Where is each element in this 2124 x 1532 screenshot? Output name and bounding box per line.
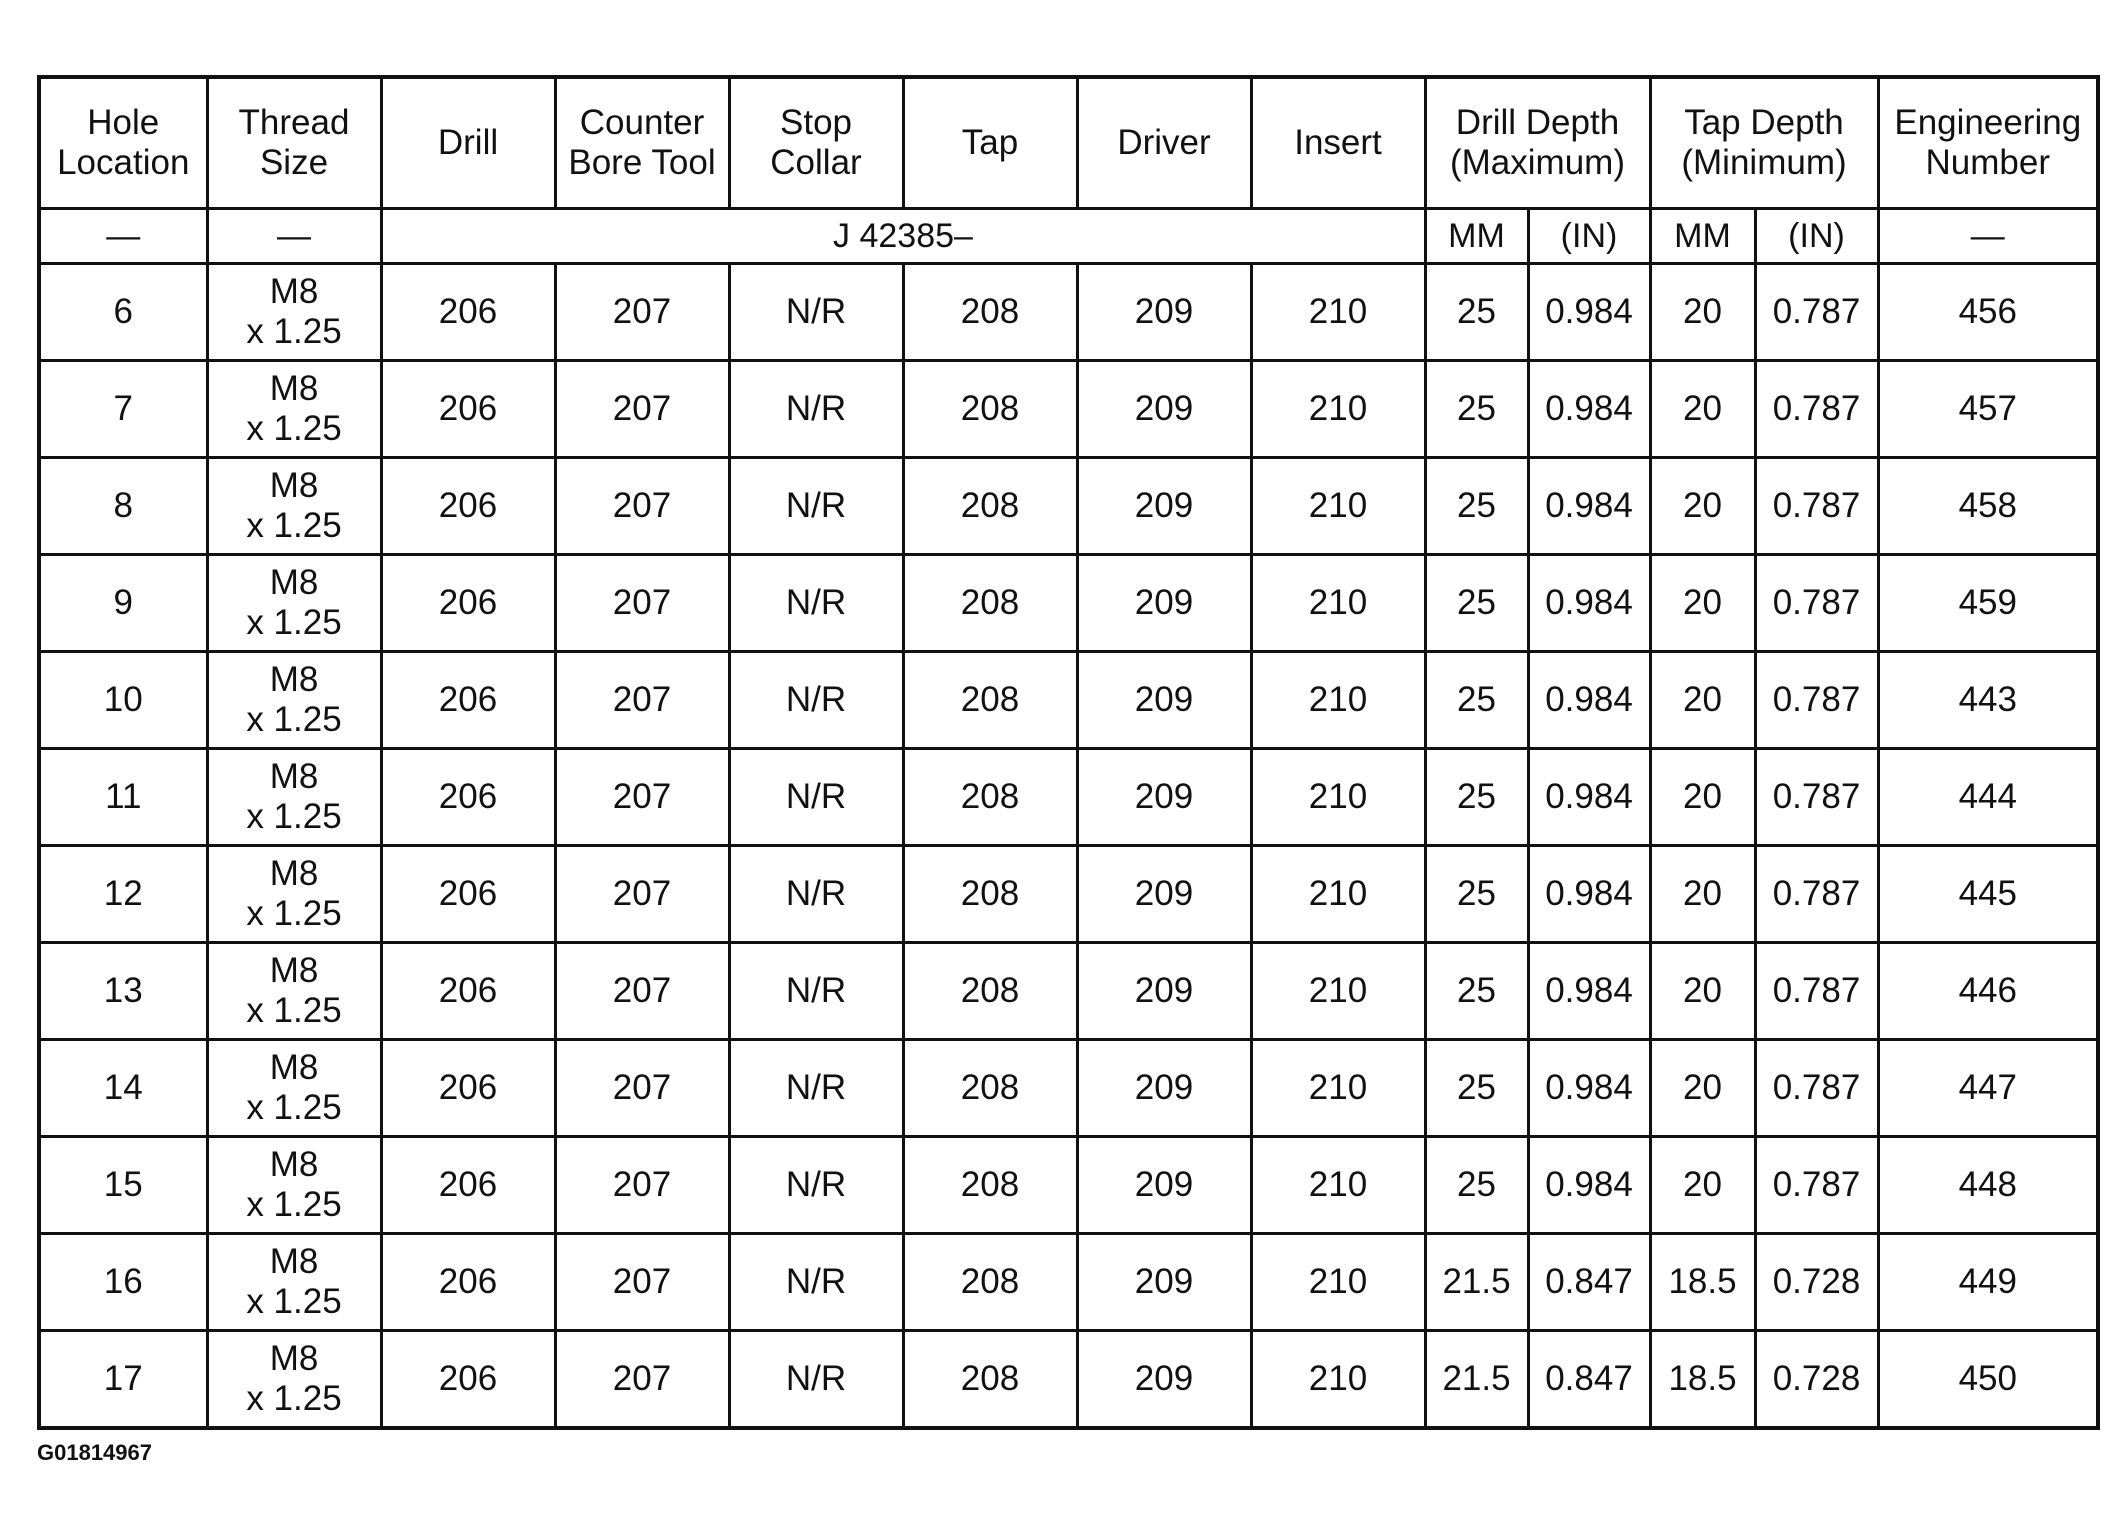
cell-drill-depth-in: 0.984 — [1528, 943, 1650, 1040]
thread-size-line-2: x 1.25 — [246, 1088, 342, 1127]
table-row — [39, 846, 2098, 943]
cell-thread-size — [207, 361, 381, 458]
cell-drill: 206 — [381, 1137, 555, 1234]
cell-driver: 209 — [1077, 458, 1251, 555]
subheader-engineering-number: — — [1878, 209, 2098, 264]
cell-insert: 210 — [1251, 555, 1425, 652]
cell-drill: 206 — [381, 749, 555, 846]
cell-hole-location: 15 — [39, 1137, 207, 1234]
cell-stop-collar: N/R — [729, 1234, 903, 1331]
cell-hole-location: 14 — [39, 1040, 207, 1137]
cell-tap-depth-mm: 20 — [1650, 361, 1755, 458]
cell-tap-depth-in: 0.787 — [1755, 846, 1878, 943]
thread-size-line-2: x 1.25 — [246, 1282, 342, 1321]
cell-drill-depth-in: 0.984 — [1528, 749, 1650, 846]
cell-tap-depth-mm: 18.5 — [1650, 1331, 1755, 1429]
header-engineering-number: Engineering Number — [1878, 77, 2098, 209]
cell-hole-location: 13 — [39, 943, 207, 1040]
cell-tap: 208 — [903, 1331, 1077, 1429]
subheader-hole-location: — — [39, 209, 207, 264]
subheader-tap-in: (IN) — [1755, 209, 1878, 264]
cell-thread-size — [207, 846, 381, 943]
cell-counter-bore-tool: 207 — [555, 1040, 729, 1137]
cell-tap-depth-mm: 20 — [1650, 1040, 1755, 1137]
cell-thread-size — [207, 264, 381, 361]
thread-size-line-1: M8 — [269, 369, 319, 408]
table-row — [39, 555, 2098, 652]
subheader-tap-mm: MM — [1650, 209, 1755, 264]
cell-drill-depth-in: 0.984 — [1528, 652, 1650, 749]
cell-drill: 206 — [381, 1234, 555, 1331]
cell-engineering-number: 457 — [1878, 361, 2098, 458]
thread-size-line-1: M8 — [269, 1339, 319, 1378]
cell-hole-location: 6 — [39, 264, 207, 361]
cell-drill-depth-in: 0.984 — [1528, 555, 1650, 652]
figure-code: G01814967 — [37, 1440, 152, 1465]
cell-counter-bore-tool: 207 — [555, 749, 729, 846]
cell-drill-depth-mm: 25 — [1425, 943, 1528, 1040]
cell-hole-location: 9 — [39, 555, 207, 652]
cell-counter-bore-tool: 207 — [555, 846, 729, 943]
cell-stop-collar: N/R — [729, 943, 903, 1040]
cell-tap-depth-in: 0.787 — [1755, 458, 1878, 555]
subheader-row — [39, 209, 2098, 264]
cell-tap: 208 — [903, 749, 1077, 846]
header-drill-depth: Drill Depth (Maximum) — [1425, 77, 1650, 209]
cell-tap: 208 — [903, 1137, 1077, 1234]
cell-engineering-number: 444 — [1878, 749, 2098, 846]
thread-size-line-2: x 1.25 — [246, 1379, 342, 1418]
thread-size-line-1: M8 — [269, 951, 319, 990]
cell-thread-size — [207, 1331, 381, 1429]
cell-thread-size — [207, 652, 381, 749]
cell-stop-collar: N/R — [729, 652, 903, 749]
cell-insert: 210 — [1251, 1331, 1425, 1429]
cell-insert: 210 — [1251, 1040, 1425, 1137]
header-drill: Drill — [381, 77, 555, 209]
cell-thread-size — [207, 1040, 381, 1137]
cell-insert: 210 — [1251, 1234, 1425, 1331]
cell-tap-depth-mm: 20 — [1650, 943, 1755, 1040]
cell-insert: 210 — [1251, 264, 1425, 361]
cell-counter-bore-tool: 207 — [555, 943, 729, 1040]
cell-driver: 209 — [1077, 652, 1251, 749]
cell-thread-size — [207, 1234, 381, 1331]
cell-tap: 208 — [903, 264, 1077, 361]
cell-counter-bore-tool: 207 — [555, 555, 729, 652]
cell-tap-depth-mm: 20 — [1650, 555, 1755, 652]
cell-drill-depth-mm: 25 — [1425, 1040, 1528, 1137]
cell-counter-bore-tool: 207 — [555, 458, 729, 555]
cell-tap-depth-mm: 18.5 — [1650, 1234, 1755, 1331]
header-driver: Driver — [1077, 77, 1251, 209]
cell-hole-location: 7 — [39, 361, 207, 458]
cell-tap: 208 — [903, 361, 1077, 458]
cell-insert: 210 — [1251, 361, 1425, 458]
cell-counter-bore-tool: 207 — [555, 652, 729, 749]
cell-tap-depth-mm: 20 — [1650, 846, 1755, 943]
header-stop-collar: Stop Collar — [729, 77, 903, 209]
thread-size-line-1: M8 — [269, 660, 319, 699]
thread-repair-spec-table — [37, 75, 2100, 1430]
cell-hole-location: 12 — [39, 846, 207, 943]
cell-engineering-number: 447 — [1878, 1040, 2098, 1137]
cell-driver: 209 — [1077, 749, 1251, 846]
cell-tap: 208 — [903, 458, 1077, 555]
cell-counter-bore-tool: 207 — [555, 1331, 729, 1429]
cell-drill-depth-mm: 25 — [1425, 264, 1528, 361]
table-row — [39, 1040, 2098, 1137]
cell-tap-depth-in: 0.787 — [1755, 555, 1878, 652]
cell-hole-location: 11 — [39, 749, 207, 846]
table-body — [39, 264, 2098, 1429]
cell-drill-depth-in: 0.847 — [1528, 1331, 1650, 1429]
table-row — [39, 1331, 2098, 1429]
table-row — [39, 749, 2098, 846]
header-tap: Tap — [903, 77, 1077, 209]
cell-tap-depth-in: 0.728 — [1755, 1234, 1878, 1331]
cell-engineering-number: 445 — [1878, 846, 2098, 943]
cell-drill-depth-in: 0.984 — [1528, 1040, 1650, 1137]
cell-stop-collar: N/R — [729, 361, 903, 458]
cell-driver: 209 — [1077, 361, 1251, 458]
cell-drill: 206 — [381, 264, 555, 361]
table-row — [39, 1137, 2098, 1234]
thread-size-line-2: x 1.25 — [246, 894, 342, 933]
cell-tap-depth-in: 0.787 — [1755, 361, 1878, 458]
cell-drill-depth-mm: 25 — [1425, 361, 1528, 458]
cell-drill-depth-in: 0.984 — [1528, 458, 1650, 555]
cell-driver: 209 — [1077, 1137, 1251, 1234]
header-insert: Insert — [1251, 77, 1425, 209]
cell-drill-depth-in: 0.847 — [1528, 1234, 1650, 1331]
thread-size-line-2: x 1.25 — [246, 991, 342, 1030]
thread-size-line-2: x 1.25 — [246, 700, 342, 739]
cell-tap-depth-in: 0.787 — [1755, 1137, 1878, 1234]
cell-hole-location: 8 — [39, 458, 207, 555]
cell-engineering-number: 450 — [1878, 1331, 2098, 1429]
cell-driver: 209 — [1077, 1234, 1251, 1331]
cell-tap-depth-in: 0.787 — [1755, 749, 1878, 846]
table-row — [39, 943, 2098, 1040]
table-row — [39, 264, 2098, 361]
header-row — [39, 77, 2098, 209]
cell-drill-depth-in: 0.984 — [1528, 361, 1650, 458]
cell-counter-bore-tool: 207 — [555, 1137, 729, 1234]
thread-size-line-1: M8 — [269, 757, 319, 796]
cell-drill: 206 — [381, 555, 555, 652]
cell-driver: 209 — [1077, 1331, 1251, 1429]
cell-drill-depth-mm: 25 — [1425, 555, 1528, 652]
cell-drill-depth-mm: 25 — [1425, 458, 1528, 555]
cell-engineering-number: 456 — [1878, 264, 2098, 361]
subheader-drill-mm: MM — [1425, 209, 1528, 264]
cell-tap-depth-mm: 20 — [1650, 1137, 1755, 1234]
cell-drill-depth-mm: 25 — [1425, 749, 1528, 846]
cell-driver: 209 — [1077, 555, 1251, 652]
thread-size-line-2: x 1.25 — [246, 312, 342, 351]
cell-thread-size — [207, 943, 381, 1040]
cell-tap-depth-in: 0.787 — [1755, 264, 1878, 361]
cell-stop-collar: N/R — [729, 458, 903, 555]
thread-size-line-1: M8 — [269, 1242, 319, 1281]
cell-drill: 206 — [381, 943, 555, 1040]
thread-size-line-1: M8 — [269, 272, 319, 311]
cell-thread-size — [207, 555, 381, 652]
cell-tap: 208 — [903, 846, 1077, 943]
cell-drill: 206 — [381, 1331, 555, 1429]
cell-drill-depth-mm: 25 — [1425, 652, 1528, 749]
cell-engineering-number: 446 — [1878, 943, 2098, 1040]
cell-drill: 206 — [381, 846, 555, 943]
cell-tap: 208 — [903, 943, 1077, 1040]
cell-tap-depth-in: 0.728 — [1755, 1331, 1878, 1429]
table-row — [39, 458, 2098, 555]
thread-size-line-1: M8 — [269, 854, 319, 893]
header-counter-bore-tool: Counter Bore Tool — [555, 77, 729, 209]
cell-drill-depth-in: 0.984 — [1528, 1137, 1650, 1234]
cell-tap: 208 — [903, 652, 1077, 749]
cell-thread-size — [207, 749, 381, 846]
cell-drill: 206 — [381, 458, 555, 555]
cell-drill-depth-mm: 21.5 — [1425, 1234, 1528, 1331]
cell-drill: 206 — [381, 361, 555, 458]
cell-hole-location: 17 — [39, 1331, 207, 1429]
subheader-thread-size: — — [207, 209, 381, 264]
cell-thread-size — [207, 458, 381, 555]
cell-drill: 206 — [381, 652, 555, 749]
cell-engineering-number: 443 — [1878, 652, 2098, 749]
cell-tap-depth-mm: 20 — [1650, 264, 1755, 361]
cell-thread-size — [207, 1137, 381, 1234]
cell-tap-depth-in: 0.787 — [1755, 943, 1878, 1040]
thread-size-line-2: x 1.25 — [246, 797, 342, 836]
cell-insert: 210 — [1251, 846, 1425, 943]
cell-stop-collar: N/R — [729, 1137, 903, 1234]
table-row — [39, 1234, 2098, 1331]
cell-drill-depth-mm: 25 — [1425, 846, 1528, 943]
cell-stop-collar: N/R — [729, 1331, 903, 1429]
header-tap-depth: Tap Depth (Minimum) — [1650, 77, 1878, 209]
cell-engineering-number: 448 — [1878, 1137, 2098, 1234]
cell-driver: 209 — [1077, 846, 1251, 943]
cell-tap-depth-mm: 20 — [1650, 458, 1755, 555]
thread-size-line-2: x 1.25 — [246, 506, 342, 545]
cell-counter-bore-tool: 207 — [555, 1234, 729, 1331]
cell-insert: 210 — [1251, 749, 1425, 846]
cell-counter-bore-tool: 207 — [555, 361, 729, 458]
cell-tap-depth-mm: 20 — [1650, 652, 1755, 749]
cell-stop-collar: N/R — [729, 264, 903, 361]
cell-drill-depth-mm: 21.5 — [1425, 1331, 1528, 1429]
thread-size-line-1: M8 — [269, 563, 319, 602]
thread-size-line-2: x 1.25 — [246, 603, 342, 642]
thread-size-line-2: x 1.25 — [246, 1185, 342, 1224]
header-hole-location: Hole Location — [39, 77, 207, 209]
cell-stop-collar: N/R — [729, 555, 903, 652]
cell-insert: 210 — [1251, 1137, 1425, 1234]
header-thread-size: Thread Size — [207, 77, 381, 209]
cell-engineering-number: 459 — [1878, 555, 2098, 652]
cell-insert: 210 — [1251, 652, 1425, 749]
cell-stop-collar: N/R — [729, 846, 903, 943]
cell-drill-depth-in: 0.984 — [1528, 264, 1650, 361]
thread-size-line-1: M8 — [269, 466, 319, 505]
cell-engineering-number: 449 — [1878, 1234, 2098, 1331]
cell-driver: 209 — [1077, 943, 1251, 1040]
cell-stop-collar: N/R — [729, 1040, 903, 1137]
cell-hole-location: 10 — [39, 652, 207, 749]
cell-stop-collar: N/R — [729, 749, 903, 846]
table-row — [39, 652, 2098, 749]
cell-tap-depth-in: 0.787 — [1755, 1040, 1878, 1137]
table-row — [39, 361, 2098, 458]
cell-drill-depth-mm: 25 — [1425, 1137, 1528, 1234]
cell-tap: 208 — [903, 555, 1077, 652]
thread-size-line-1: M8 — [269, 1145, 319, 1184]
cell-hole-location: 16 — [39, 1234, 207, 1331]
cell-driver: 209 — [1077, 1040, 1251, 1137]
cell-tap: 208 — [903, 1234, 1077, 1331]
cell-insert: 210 — [1251, 458, 1425, 555]
cell-tap-depth-in: 0.787 — [1755, 652, 1878, 749]
cell-insert: 210 — [1251, 943, 1425, 1040]
thread-size-line-1: M8 — [269, 1048, 319, 1087]
cell-tap-depth-mm: 20 — [1650, 749, 1755, 846]
cell-engineering-number: 458 — [1878, 458, 2098, 555]
subheader-tool-prefix: J 42385– — [381, 209, 1425, 264]
cell-driver: 209 — [1077, 264, 1251, 361]
subheader-drill-in: (IN) — [1528, 209, 1650, 264]
cell-drill-depth-in: 0.984 — [1528, 846, 1650, 943]
cell-tap: 208 — [903, 1040, 1077, 1137]
cell-counter-bore-tool: 207 — [555, 264, 729, 361]
cell-drill: 206 — [381, 1040, 555, 1137]
thread-size-line-2: x 1.25 — [246, 409, 342, 448]
